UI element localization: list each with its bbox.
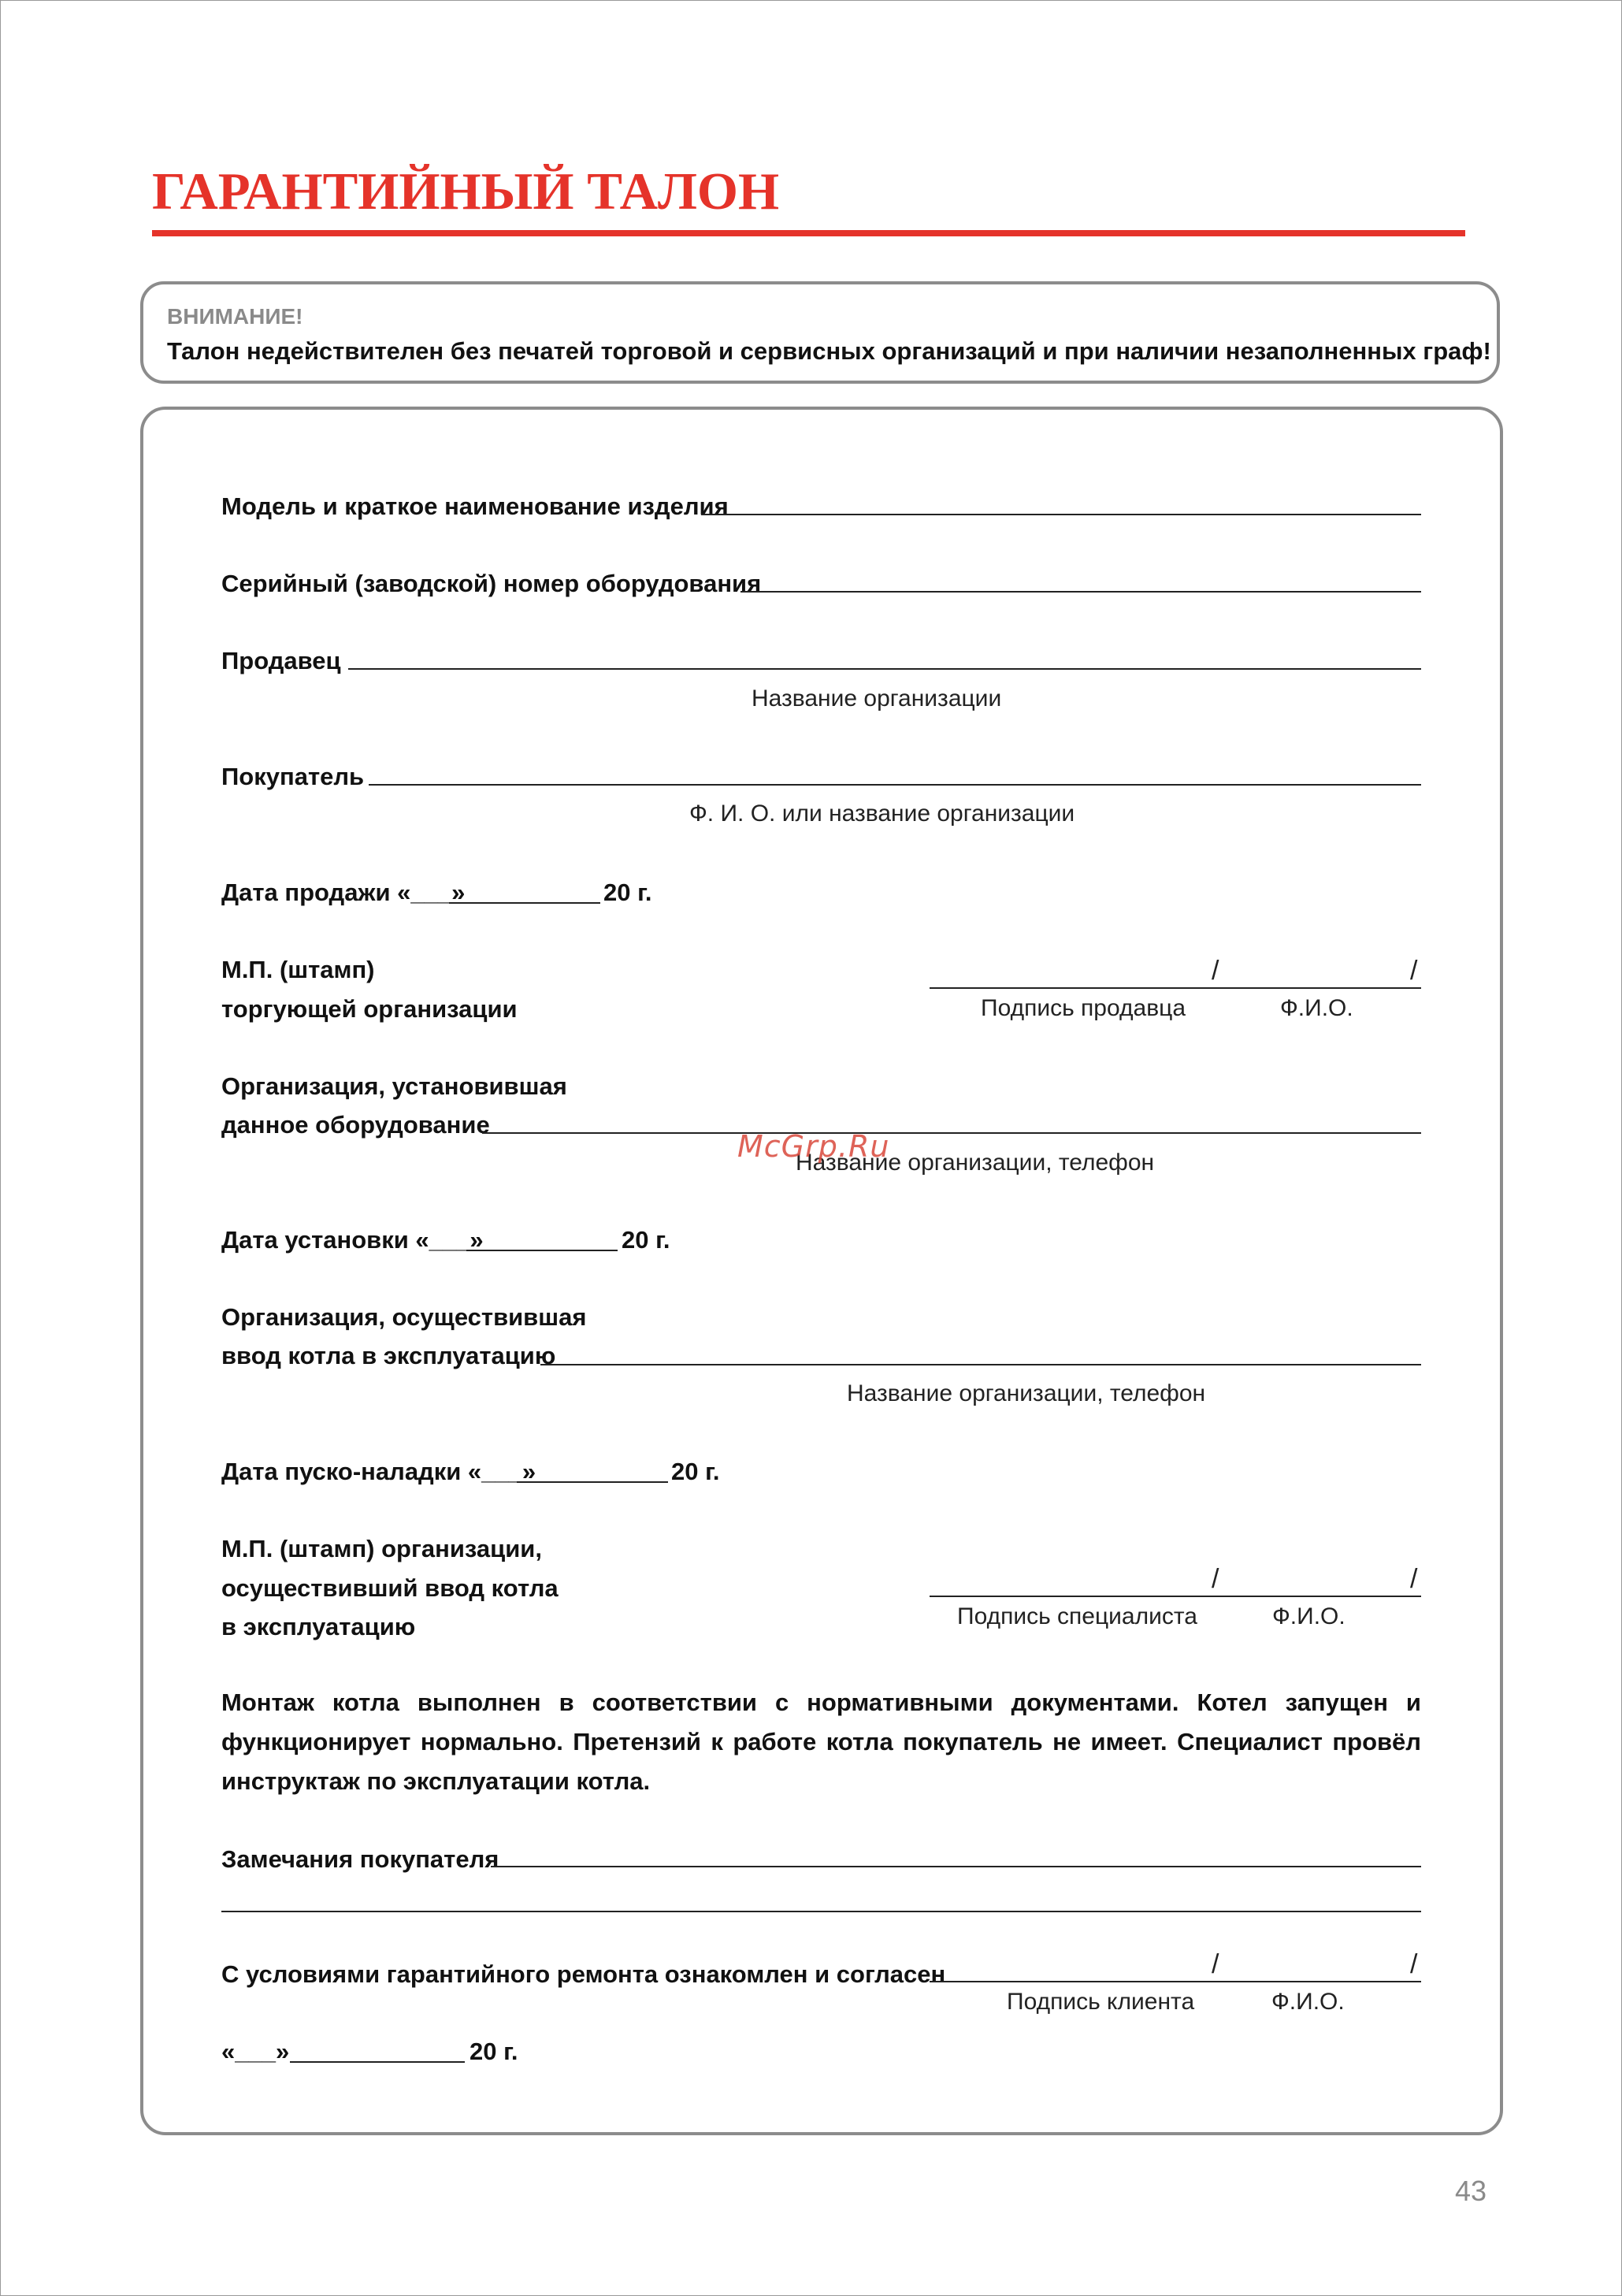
- sale-date-field[interactable]: [449, 902, 600, 904]
- stamp-trade-line2: торгующей организации: [221, 995, 518, 1023]
- serial-field[interactable]: [740, 591, 1421, 593]
- specialist-signature-caption: Подпись специалиста: [957, 1603, 1197, 1629]
- startup-date-year: 20 г.: [671, 1458, 720, 1485]
- final-date-label: «___»: [221, 2038, 290, 2065]
- seller-signature-field[interactable]: [930, 987, 1421, 989]
- install-date-year: 20 г.: [622, 1226, 670, 1254]
- installer-line1: Организация, установившая: [221, 1072, 567, 1100]
- specialist-signature-slash-1: /: [1212, 1564, 1219, 1594]
- seller-label: Продавец: [221, 647, 341, 674]
- commissioner-caption: Название организации, телефон: [847, 1380, 1206, 1406]
- page-title: ГАРАНТИЙНЫЙ ТАЛОН: [152, 162, 780, 221]
- client-signature-field[interactable]: [930, 1981, 1421, 1982]
- seller-caption: Название организации: [752, 685, 1002, 711]
- agreement-label: С условиями гарантийного ремонта ознакомлен и согласен: [221, 1960, 946, 1988]
- final-date-field[interactable]: [290, 2061, 465, 2063]
- client-signature-slash-2: /: [1410, 1949, 1418, 1979]
- stamp-service-line2: осуществивший ввод котла: [221, 1574, 559, 1602]
- seller-signature-slash-1: /: [1212, 956, 1219, 986]
- seller-signature-slash-2: /: [1410, 956, 1418, 986]
- sale-date-label: Дата продажи «___»: [221, 879, 466, 906]
- seller-fio-caption: Ф.И.О.: [1280, 995, 1353, 1021]
- watermark: McGrp.Ru: [737, 1129, 890, 1164]
- buyer-caption: Ф. И. О. или название организации: [689, 801, 1075, 827]
- commissioner-line1: Организация, осуществившая: [221, 1303, 587, 1331]
- seller-field[interactable]: [348, 668, 1421, 670]
- remarks-field-line1[interactable]: [491, 1866, 1421, 1867]
- stamp-trade-line1: М.П. (штамп): [221, 956, 375, 983]
- notice-heading: ВНИМАНИЕ!: [167, 304, 303, 329]
- startup-date-label: Дата пуско-наладки «___»: [221, 1458, 536, 1485]
- seller-signature-caption: Подпись продавца: [981, 995, 1186, 1021]
- stamp-service-line3: в эксплуатацию: [221, 1613, 416, 1640]
- specialist-signature-field[interactable]: [930, 1596, 1421, 1597]
- install-date-label: Дата установки «___»: [221, 1226, 484, 1254]
- client-signature-caption: Подпись клиента: [1007, 1989, 1195, 2015]
- final-date-year: 20 г.: [470, 2038, 518, 2065]
- specialist-fio-caption: Ф.И.О.: [1272, 1603, 1345, 1629]
- commissioner-line2: ввод котла в эксплуатацию: [221, 1342, 556, 1369]
- install-date-field[interactable]: [466, 1250, 618, 1251]
- startup-date-field[interactable]: [517, 1481, 668, 1483]
- installer-field[interactable]: [482, 1132, 1421, 1134]
- warranty-form: [140, 407, 1503, 2135]
- client-fio-caption: Ф.И.О.: [1271, 1989, 1345, 2015]
- commissioner-field[interactable]: [540, 1364, 1421, 1365]
- specialist-signature-slash-2: /: [1410, 1564, 1418, 1594]
- stamp-service-line1: М.П. (штамп) организации,: [221, 1535, 542, 1562]
- page-number: 43: [1455, 2175, 1487, 2207]
- buyer-field[interactable]: [369, 784, 1421, 786]
- client-signature-slash-1: /: [1212, 1949, 1219, 1979]
- remarks-field-line2[interactable]: [221, 1911, 1421, 1912]
- notice-text: Талон недействителен без печатей торговой и сервисных организаций и при наличии незаполненных граф!: [167, 337, 1491, 365]
- serial-label: Серийный (заводской) номер оборудования: [221, 570, 762, 597]
- notice-box: [140, 281, 1500, 384]
- buyer-label: Покупатель: [221, 763, 365, 790]
- title-underline: [152, 230, 1465, 236]
- installation-statement: Монтаж котла выполнен в соответствии с нормативными документами. Котел запущен и функционирует нормально. Претензий к работе котла покупатель не имеет. Специалист провёл инструктаж по эксплуатации котла.: [221, 1689, 1421, 1795]
- installer-line2: данное оборудование: [221, 1111, 490, 1139]
- model-field[interactable]: [701, 514, 1421, 515]
- sale-date-year: 20 г.: [603, 879, 652, 906]
- model-label: Модель и краткое наименование изделия: [221, 492, 729, 520]
- remarks-label: Замечания покупателя: [221, 1845, 499, 1873]
- installer-caption: Название организации, телефон: [796, 1150, 1155, 1176]
